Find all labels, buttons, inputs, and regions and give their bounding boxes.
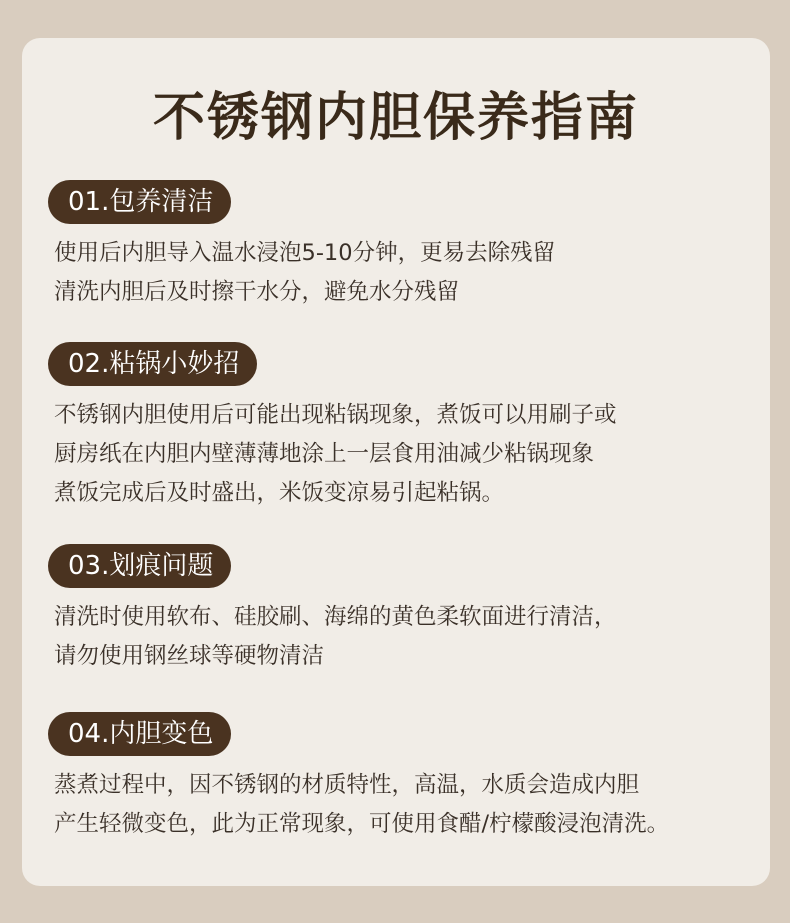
section-cleaning	[48, 180, 758, 312]
body-line: 不锈钢内胆使用后可能出现粘锅现象，煮饭可以用刷子或	[54, 402, 617, 428]
section-scratches	[48, 544, 758, 676]
section-heading-pill: 01.包养清洁	[48, 180, 231, 224]
section-anti-stick	[48, 342, 758, 513]
section-body	[48, 766, 758, 844]
body-line: 煮饭完成后及时盛出，米饭变凉易引起粘锅。	[54, 480, 505, 506]
body-line: 蒸煮过程中，因不锈钢的材质特性，高温，水质会造成内胆	[54, 772, 640, 798]
body-line: 产生轻微变色，此为正常现象，可使用食醋/柠檬酸浸泡清洗。	[54, 811, 670, 837]
body-line: 厨房纸在内胆内壁薄薄地涂上一层食用油减少粘锅现象	[54, 441, 595, 467]
body-line: 使用后内胆导入温水浸泡5-10分钟，更易去除残留	[54, 240, 556, 266]
section-body	[48, 598, 758, 676]
guide-card	[22, 38, 770, 886]
body-line: 清洗内胆后及时擦干水分，避免水分残留	[54, 279, 460, 305]
page-title: 不锈钢内胆保养指南	[152, 88, 639, 148]
body-line: 清洗时使用软布、硅胶刷、海绵的黄色柔软面进行清洁，	[54, 604, 617, 630]
section-discoloration	[48, 712, 758, 844]
section-body	[48, 234, 758, 312]
section-body	[48, 396, 758, 513]
section-heading-pill: 03.划痕问题	[48, 544, 231, 588]
section-heading-pill: 02.粘锅小妙招	[48, 342, 257, 386]
section-heading-pill: 04.内胆变色	[48, 712, 231, 756]
body-line: 请勿使用钢丝球等硬物清洁	[54, 643, 325, 669]
